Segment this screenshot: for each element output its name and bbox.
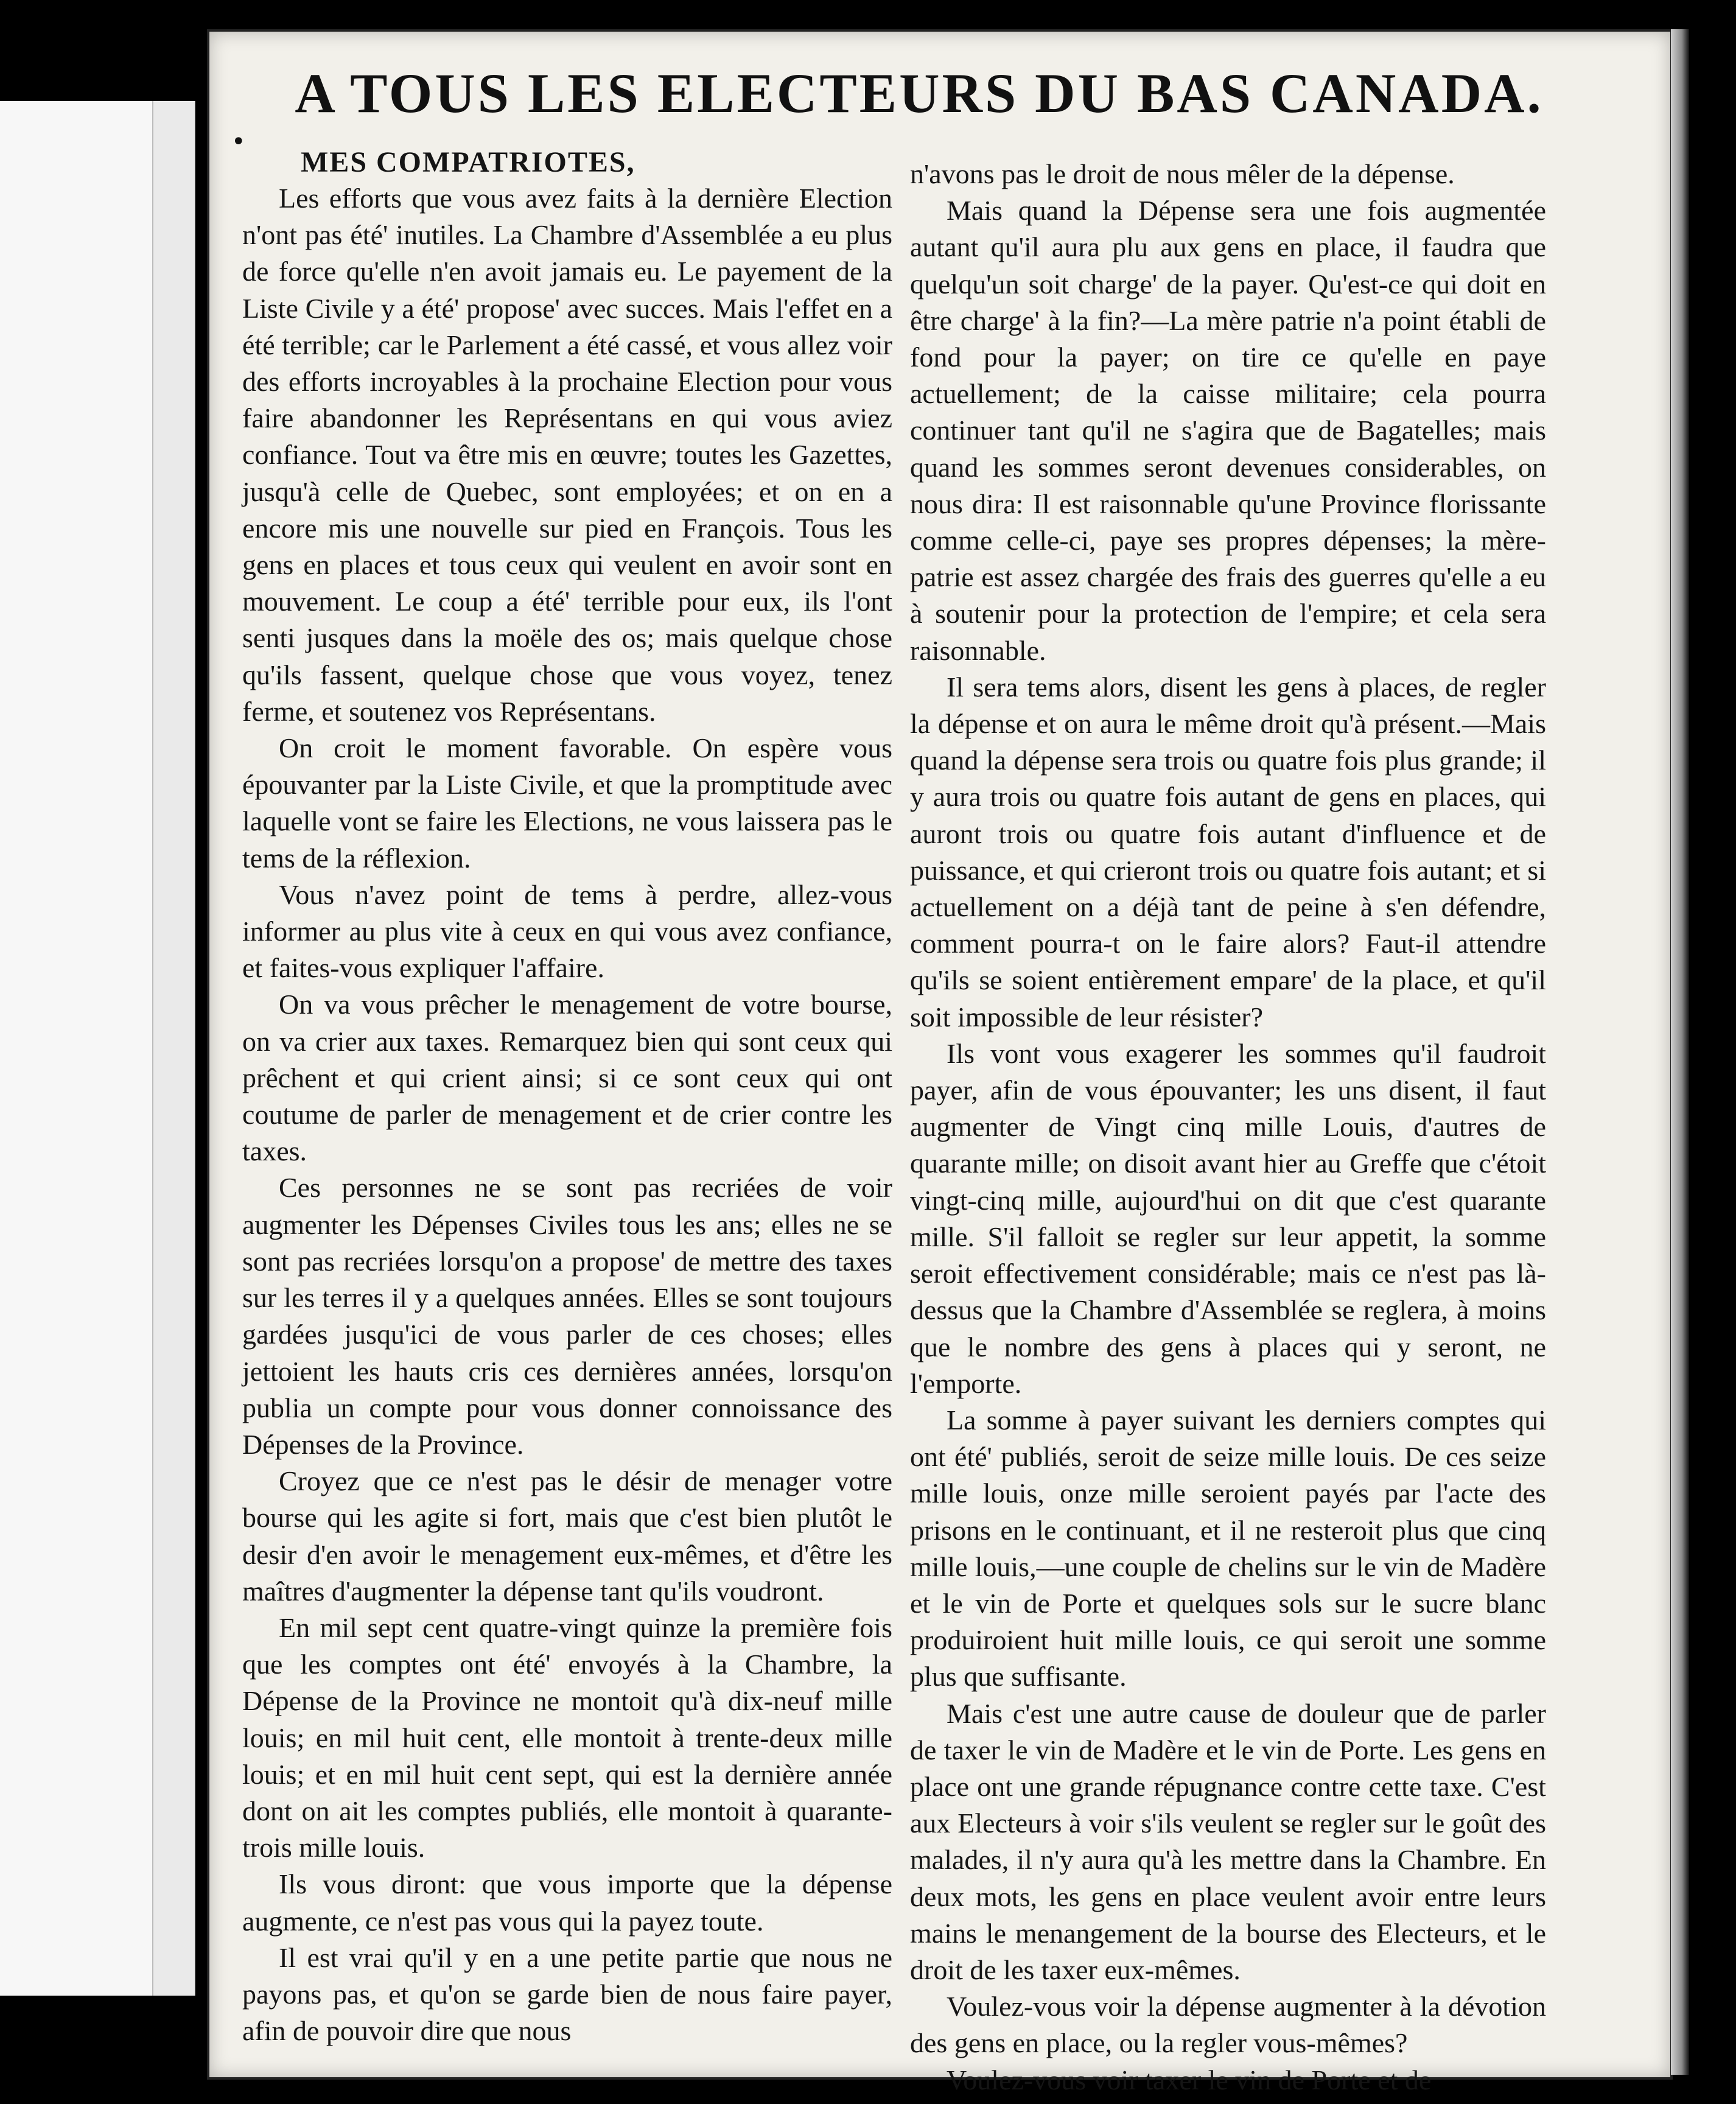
paragraph: Voulez-vous voir taxer le vin de Porte et de (947, 2064, 1432, 2095)
paragraph: La somme à payer suivant les derniers comptes qui ont été' publiés, seroit de seize mille louis. De ces seize mille louis, onze mille seroient payés par l'acte des prisons en le continuant, et il ne resteroit plus que cinq mille louis,—une couple de chelins sur le vin de Madère et le vin de Porte et quelques sols sur le sucre blanc produiroient huit mille louis, ce qui seroit une somme plus que suffisante. (910, 1404, 1546, 1692)
paragraph: On va vous prêcher le menagement de votre bourse, on va crier aux taxes. Remarquez bien qui sont ceux qui prêchent et qui crient ainsi; si ce sont ceux qui ont coutume de parler de menagement et de crier contre les taxes. (242, 989, 892, 1167)
paragraph: On croit le moment favorable. On espère vous épouvanter par la Liste Civile, et que la promptitude avec laquelle vont se faire les Elections, ne vous laissera pas le tems de la réflexion. (242, 732, 892, 874)
right-column (910, 156, 1546, 2099)
document-title: A TOUS LES ELECTEURS DU BAS CANADA. (295, 62, 1544, 124)
paragraph: Ils vont vous exagerer les sommes qu'il faudroit payer, afin de vous épouvanter; les uns disent, il faut augmenter de Vingt cinq mille Louis, d'autres de quarante mille; on disoit avant hier au Greffe que c'étoit vingt-cinq mille, aujourd'hui on dit que c'est quarante mille. S'il falloit se regler sur leur appetit, la somme seroit effectivement considérable; mais ce n'est pas là-dessus que la Chambre d'Assemblée se reglera, à moins que le nombre des gens à places qui y seront, ne l'emporte. (910, 1037, 1546, 1399)
paragraph: Il sera tems alors, disent les gens à places, de regler la dépense et on aura le même droit qu'à présent.—Mais quand la dépense sera trois ou quatre fois plus grande; il y aura trois ou quatre fois autant de gens en places, qui auront trois ou quatre fois autant d'influence et de puissance, et qui crieront trois ou quatre fois autant; et si actuellement on a déjà tant de peine à s'en défendre, comment pourra-t on le faire alors? Faut-il attendre qu'ils se soient entièrement empare' de la place, et qu'il soit impossible de leur résister? (910, 671, 1546, 1033)
salutation: MES COMPATRIOTES, (301, 146, 635, 178)
paragraph: Voulez-vous voir la dépense augmenter à la dévotion des gens en place, ou la regler vous-mêmes? (910, 1991, 1546, 2059)
film-frame-left-edge (152, 101, 195, 1996)
paragraph: Ces personnes ne se sont pas recriées de voir augmenter les Dépenses Civiles tous les ans; elles ne se sont pas recriées lorsqu'on a propose' de mettre des taxes sur les terres il y a quelques années. Elles se sont toujours gardées jusqu'ici de vous parler de ces choses; elles jettoient les hauts cris ces dernières années, lorsqu'on publia un compte pour vous donner connoissance des Dépenses de la Province. (242, 1172, 892, 1460)
left-column (242, 145, 892, 2049)
paragraph: Ils vous diront: que vous importe que la dépense augmente, ce n'est pas vous qui la payez toute. (242, 1868, 892, 1937)
paragraph-continued: n'avons pas le droit de nous mêler de la dépense. (910, 158, 1455, 189)
paragraph: Mais quand la Dépense sera une fois augmentée autant qu'il aura plu aux gens en place, il faudra que quelqu'un soit charge' de la payer. Qu'est-ce qui doit en être charge' à la fin?—La mère patrie n'a point établi de fond pour la payer; on tire ce qu'elle en paye actuellement; de la caisse militaire; cela pourra continuer tant qu'il ne s'agira que de Bagatelles; mais quand les sommes seront devenues considerables, on nous dira: Il est raisonnable qu'une Province florissante comme celle-ci, paye ses propres dépenses; la mère-patrie est assez chargée des frais des guerres qu'elle a eu à soutenir pour la protection de l'empire; et cela sera raisonnable. (910, 195, 1546, 666)
paragraph: Il est vrai qu'il y en a une petite partie que nous ne payons pas, et qu'on se garde bien de nous faire payer, afin de pouvoir dire que nous (242, 1941, 892, 2047)
paragraph: Vous n'avez point de tems à perdre, allez-vous informer au plus vite à ceux en qui vous avez confiance, et faites-vous expliquer l'affaire. (242, 878, 892, 984)
margin-mark: • (231, 128, 246, 156)
paragraph: Les efforts que vous avez faits à la dernière Election n'ont pas été' inutiles. La Chambre d'Assemblée a eu plus de force qu'elle n'en avoit jamais eu. Le payement de la Liste Civile y a été' propose' avec succes. Mais l'effet en a été terrible; car le Parlement a été cassé, et vous allez voir des efforts incroyables à la prochaine Election pour vous faire abandonner les Représentans en qui vous aviez confiance. Tout va être mis en œuvre; toutes les Gazettes, jusqu'à celle de Quebec, sont employées; et on en a encore mis une nouvelle sur pied en François. Tous les gens en places et tous ceux qui veulent en avoir sont en mouvement. Le coup a été' terrible pour eux, ils l'ont senti jusques dans la moële des os; mais quelque chose qu'ils fassent, quelque chose que vous voyez, tenez ferme, et soutenez vos Représentans. (242, 183, 892, 727)
paragraph: En mil sept cent quatre-vingt quinze la première fois que les comptes ont été' envoyés à la Chambre, la Dépense de la Province ne montoit qu'à dix-neuf mille louis; en mil huit cent, elle montoit à trente-deux mille louis; et en mil huit cent sept, qui est la dernière année dont on ait les comptes publiés, elle montoit à quarante-trois mille louis. (242, 1611, 892, 1864)
paragraph: Mais c'est une autre cause de douleur que de parler de taxer le vin de Madère et le vin de Porte. Les gens en place ont une grande répugnance contre cette taxe. C'est aux Electeurs à voir s'ils veulent se regler sur le goût des malades, il n'y aura qu'à les mettre dans la Chambre. En deux mots, les gens en place veulent avoir entre leurs mains le menangement de la bourse des Electeurs, et le droit de les taxer eux-mêmes. (910, 1697, 1546, 1985)
paragraph: Croyez que ce n'est pas le désir de menager votre bourse qui les agite si fort, mais que c'est bien plutôt le desir d'en avoir le menagement eux-mêmes, et d'être les maîtres d'augmenter la dépense tant qu'ils voudront. (242, 1465, 892, 1607)
page-right-edge (1671, 29, 1689, 2075)
